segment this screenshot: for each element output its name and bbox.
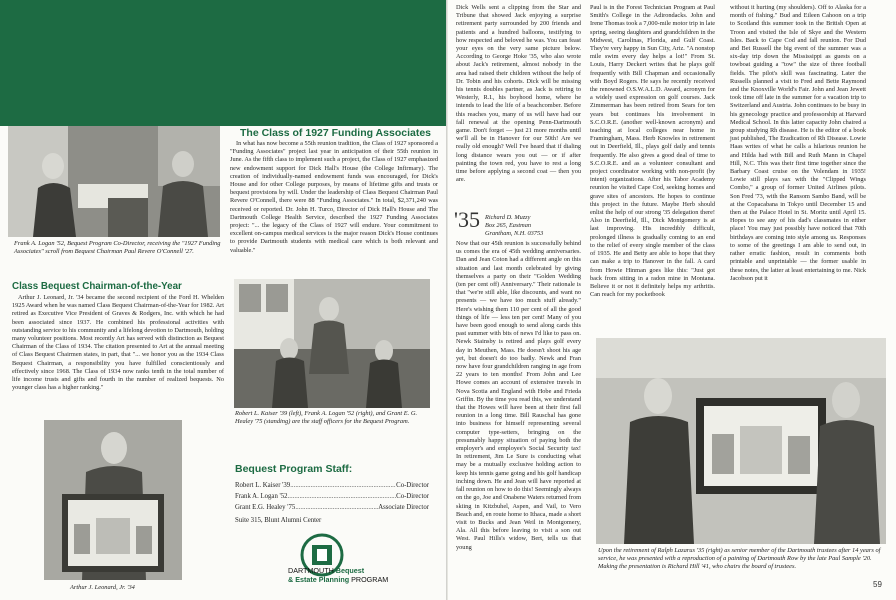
class-notes-col1-bottom: Now that our 45th reunion is successfully behind us comes the era of 45th wedding anniversaries. Dan and Jean Coton had a different angle on this situation and last month celebrated by giving themselves a party on their "Golden Wedding (ten per cent off) Anniversary." Their rationale is that "we're still able, like discounts, and want no presents — we have too much stuff already." Here's wishing them 110 per cent of all the good things of life — less ten per cent! Many of you have been good enough to send along cards this past summer with bits of news I'd like to pass on. Newk Stainsby is retired and plays golf every day in Meuthen, Mass. He doesn't shoot his age yet, but doesn't do too badly. Newk and Fran now have four grandchildren ranging in age from 22 years to ten months! From John and Lee Howe comes an account of extensive travels in Nova Scotia and England with Hobe and Frieda Griffin. By the time you read this, we understand that the Howes will have been at their first fall reunion in a long time. Bill Rauschal has gone into business for himself representing several computer type-setters, bringing on the presumably happy situation of paying both the employer's and employee's Social Security tax! In retirement, Jim Le Sure is conducting what may be a mutually exclusive holding action to keep his tennis game going and his golf handicap inching down. He and Jean will have reported at fall reunion on how to do this! Seemingly always on the go, Joe and Onabene Waters returned from skiing in Kitzbuhel, Aspen, and Vail, to Vero Beach and, en route home to Ithaca, made a short visit to Bucks and Jean Weil in Montgomery, Ala. All this before leaving to visit a son out West. Paul Hills's widow, Bert, tells us that young (456, 240, 581, 551)
staff-name: Grant E.G. Healey '75 (235, 504, 296, 511)
right-page (448, 0, 896, 600)
class-notes-col2: Paul is in the Forest Technician Program at Paul Smith's College in the Adirondacks. John and Irene Thomas took a 7,000-mile motor trip in late spring, seeing daughters and grandchildren in the Midwest, Carolinas, Florida, and Gulf Coast. They're very happy in Sun City, Ariz. "A nonstop mile swim every day helps a lot!" From St. Louis, Harry Deckert writes that he plays golf frequently with Bill Chapman and occasionally with Boyd Rogers. He says he recently received the renowned O.S.W.A.L.D. Award, acronym for a widely used expression on golf courses. Jack Zimmerman has been retired from Sears for ten years but continues his involvement in S.C.O.R.E. (another well-known acronym) and teaching at local colleges near home in Framingham, Mass. Herb Knowles in retirement out in Deerfield, Ill., plays golf daily and tennis frequently. He also gives a good deal of time to S.C.O.R.E. and as a volunteer consultant and project coordinator working with non-profit (by intent) organizations. After his Tabor Academy reunion he visited Cape Cod, seeking homes and grave sites of ancestors. He hopes to continue this project in the future. Maybe Herb should enlist the help of our strong '35 delegation there! Also in Deerfield, Ill., Dick Montgomery is at last improving. His incredibly difficult, prolonged illness is gradually coming to an end to the relief of every single member of the class of 1935. He and Betty are able to hope that they can make a trip to Hanover in the fall. A card from Howie Hinman goes like this: "Just got back from sitting in a radon mine in Montana. Believe it or not it definitely helps my arthritis. Can reach for my pocketbook (590, 4, 715, 299)
photo-staff-officers (234, 279, 430, 408)
class-year-number: '35 (454, 207, 480, 232)
class-notes-col3: without it hurting (my shoulders). Off to Alaska for a month of fishing." Bud and Eileen Cahoon on a trip to Scotland this summer took in the British Open at Troon and visited the Isle of Skye and the Western Isles. Back to Cape Cod and fall reunion. For Dud and Bet Russell the big event of the summer was a six-day trip down the Mississippi as guests on a towboat guiding a "tow" the size of three football fields. The pilot's skill was fascinating. Later the Russells planned a visit to Fred and Bette Raymond and the Knoxville World's Fair. John and Jean Jewett took time off late in the summer for a vacation trip to Switzerland and Austria. John continues to be busy in his gynecology practice and professorship at Harvard Medical School. In this latter capacity John chaired a group studying Rh disease. He is the editor of a book just published, The Eradication of Rh Disease. Lowie Haas writes of what he calls a hilarious reunion he and Hilda had with Bill and Ruth Mann in Chapel Hill, N.C. This was their first time together since the Barbary Coast cruise on the Volendam in 1935! Lowie still plays sax with the "Clipped Wings Combo," a group of former United Airlines pilots. Son Fred '73, with the Ransom Sambo Band, will be at the Copacabana in Tokyo until December 15 and then at the Palace Hotel in St. Moritz until April 15. Hopes to see any of his dad's classmates in either place! You may just possibly have noticed that 70th birthdays are coming into style among us. Responses to some of the greetings I am able to send out, in rather erratic fashion, result in comments both printable and unprintable — the former usable in these notes, the latter at least entertaining to me. Nick Jacobson put it (730, 4, 866, 282)
wordmark-bequest: Bequest (335, 566, 365, 575)
article2-body: Arthur J. Leonard, Jr. '34 became the second recipient of the Ford H. Whelden 1925 Award when he was named Class Bequest Chairman-of-the-Year for 1982. Art retired as Executive Vice President of Graves & Rodgers, Inc. with which he had been associated since 1937. He combined his professional activities with outstanding service to his community and a lifelong devotion to Dartmouth, holding many volunteer positions. Most recently Art has served with distinction as Bequest Chairman of the Class of 1934. The citation presented to Art at the annual meeting of Class Bequest Chairmen states, in part, that "... we honor you as the 1934 Class Bequest Chairman, a responsibility you have fulfilled conscientiously and effectively since 1968. The Class of 1934 now ranks tenth in the total number of life income trusts and gifts and fourth in the number of realized bequests. No younger class has a higher ranking." (12, 294, 224, 392)
page-number: 59 (873, 580, 882, 589)
wordmark-program: PROGRAM (351, 575, 389, 584)
photo2-caption: Robert L. Kaiser '39 (left), Frank A. Logan '52 (right), and Grant E. G. Healey '75 (standing) are the staff officers for the Bequest Program. (235, 410, 418, 426)
staff-role: Co-Director (396, 482, 429, 489)
photo-lazarus-caption: Upon the retirement of Ralph Lazarus '35 (right) as senior member of the Dartmouth trustees after 14 years of service, he was presented with a reproduction of a painting of Dartmouth Row by the late Paul Sample '20. Making the presentation is Richard Hill '41, who chairs the board of trustees. (598, 547, 881, 571)
article2-title: Class Bequest Chairman-of-the-Year (12, 281, 182, 292)
staff-name: Frank A. Logan '52 (235, 493, 288, 500)
photo3-caption: Arthur J. Leonard, Jr. '34 (70, 584, 135, 591)
article1-body: In what has now become a 55th reunion tradition, the Class of 1927 sponsored a "Funding Associates" project last year in anticipation of their 55th reunion in June. As the fifth class to implement such a project, the Class of 1927 emphasized new endowment support for Dick Hall's House (the College Infirmary). The creation of individually-named endowment funds was encouraged, for Dick's House and for other College purposes, by means of lifetime gifts and trusts or bequest provisions by will. Under the leadership of Class Bequest Chairman Paul Revere O'Connell, there were 88 "Funding Associates." In total, $2,371,240 was received or reported. Dr. John H. Turco, Director of Dick Hall's House and The Dartmouth College Health Service, described the 1927 Funding Associates project: "... the legacy of the Class of 1927 will endure. Your commitment to excellent on-campus medical services is the major reason Dick's House continues to provide Dartmouth students with medical care which is both relevant and valuable." (230, 140, 438, 254)
green-color-band (0, 0, 448, 126)
staff-name: Robert L. Kaiser '39 (235, 482, 291, 489)
dot-leader (290, 480, 396, 491)
wordmark-dartmouth: DARTMOUTH (288, 566, 334, 575)
wordmark-estate-planning: & Estate Planning (288, 575, 350, 584)
photo-lazarus-retirement (596, 338, 886, 544)
class-notes-col1-top: Dick Wells sent a clipping from the Star and Tribune that showed Jack enjoying a surprise retirement party surrounded by 200 friends and patients and a hundred balloons, testifying to how respected and beloved he was. You can feast your eyes on the very same picture below. According to George Hoke '35, who also wrote about Jack's retirement, almost nobody in the area had raised their children without the help of Dr. Tobin and his cohorts. Dick will be missing his tennis doubles partner, as Jack is retiring to Westerly, R.I., his boyhood home, where he intends to lead the life of a beachcomber. Before this reaches you, many of us will have had our fall renewal at the opening Penn-Dartmouth game. Don't forget — just 21 more months until we'll all be in Hanover for our 50th! Are we really old enough? Well I've heard that if dialing long distance wears you out — or if after painting the town red, you have to rest a long time before applying a second coat — then you are. (456, 4, 581, 184)
staff-row (235, 491, 429, 502)
program-wordmark (288, 566, 388, 584)
dot-leader (295, 502, 378, 513)
staff-row (235, 502, 429, 513)
photo1-caption: Frank A. Logan '52, Bequest Program Co-Director, receiving the "1927 Funding Associates" scroll from Bequest Chairman Paul Revere O'Connell '27. (14, 240, 221, 256)
article1-title: The Class of 1927 Funding Associates (240, 127, 431, 139)
staff-row (235, 480, 429, 491)
dot-leader (288, 491, 397, 502)
staff-title: Bequest Program Staff: (235, 463, 353, 475)
staff-role: Co-Director (396, 493, 429, 500)
staff-role: Associate Director (378, 504, 429, 511)
photo-logan-oconnell (8, 126, 220, 237)
staff-address: Suite 315, Blunt Alumni Center (235, 517, 322, 524)
photo-arthur-leonard (44, 420, 182, 580)
class-secretary-address: Richard D. Muzzy Box 265, Eastman Grantham, N.H. 03753 (485, 214, 544, 238)
staff-list (235, 480, 429, 513)
